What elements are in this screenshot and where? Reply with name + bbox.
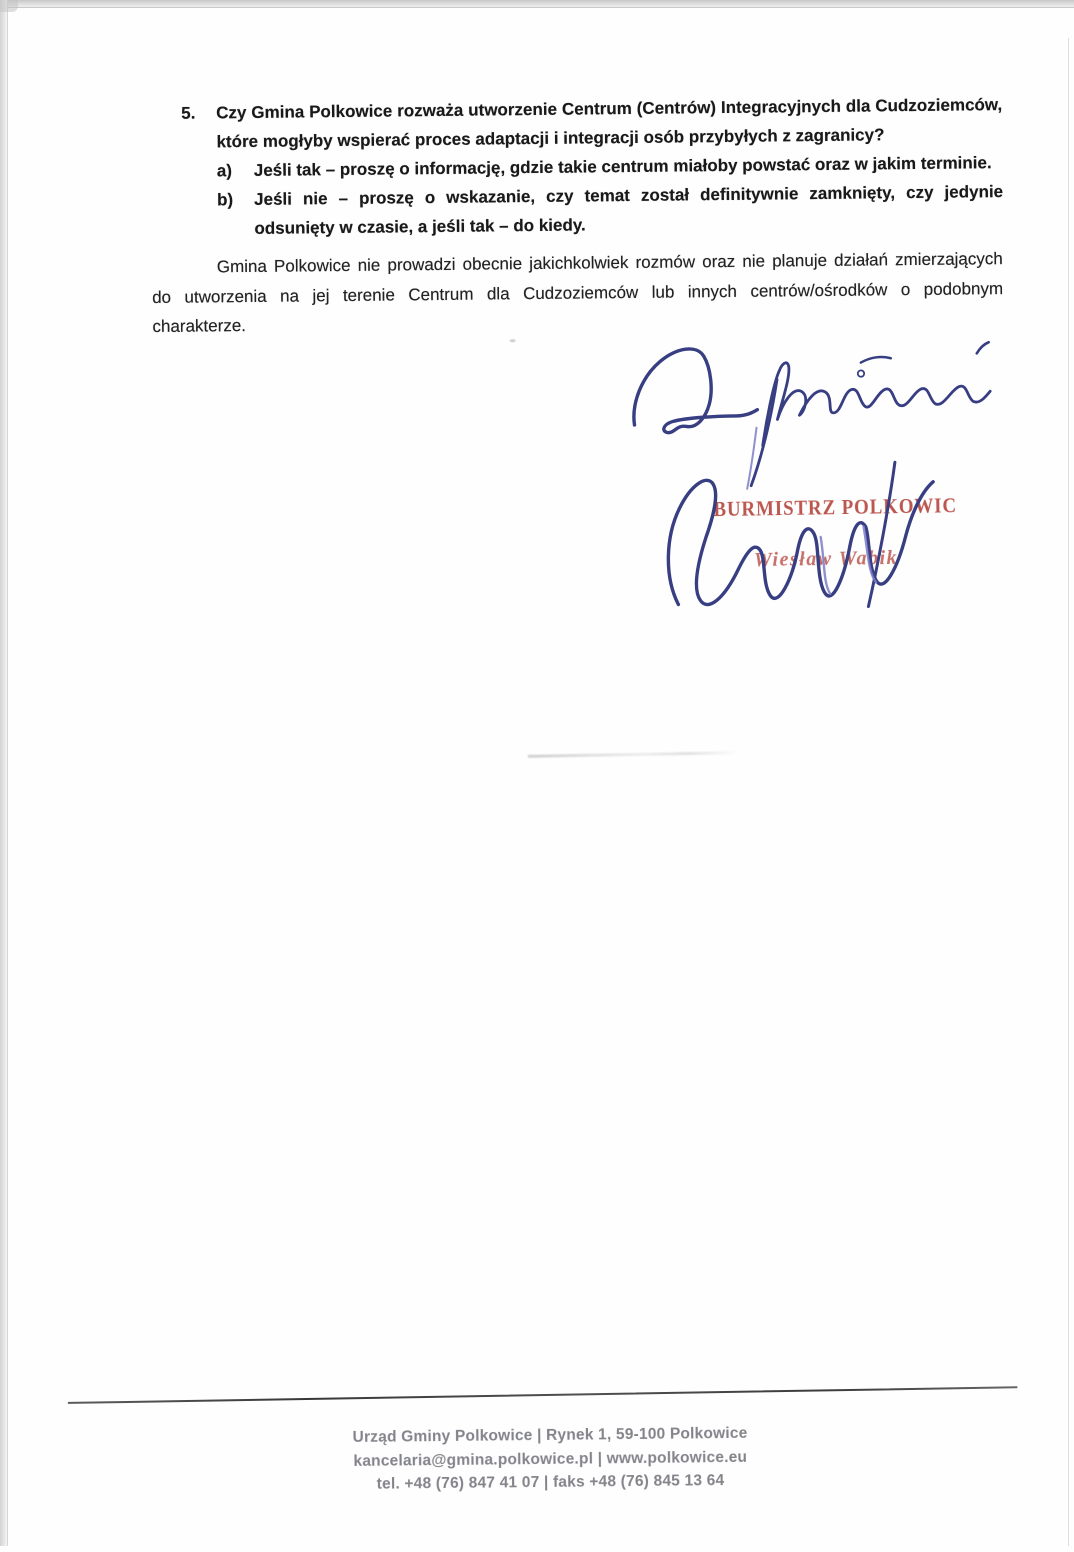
sub-item-b-text: Jeśli nie – proszę o wskazanie, czy temat został definitywnie zamknięty, czy jedynie odsunięty w czasie, a jeśli tak – do kiedy.	[254, 182, 1004, 238]
footer-divider	[68, 1386, 1018, 1404]
signature-scrawl	[667, 462, 934, 609]
scan-edge-corner	[0, 0, 18, 12]
scan-edge-right	[1068, 38, 1069, 1546]
handwritten-signature	[614, 333, 1037, 637]
question-item-5	[181, 90, 1003, 244]
footer-phone-fax: tel. +48 (76) 847 41 07 | faks +48 (76) 845 13 64	[376, 1472, 725, 1493]
scan-edge-top	[0, 0, 1074, 8]
question-text: Czy Gmina Polkowice rozważa utworzenie Centrum (Centrów) Integracyjnych dla Cudzoziemców, które mogłyby wspierać proces adaptacji i integracji osób przybyłych z zagranicy?	[216, 95, 1003, 152]
stamp-title: BURMISTRZ POLKOWIC	[713, 493, 958, 522]
sub-item-a-text: Jeśli tak – proszę o informację, gdzie takie centrum miałoby powstać oraz w jakim terminie.	[253, 153, 992, 180]
sub-item-a-label: a)	[216, 161, 233, 181]
question-number: 5.	[181, 103, 196, 123]
answer-paragraph: Gmina Polkowice nie prowadzi obecnie jakichkolwiek rozmów oraz nie planuje działań zmierzających do utworzenia na jej terenie Centrum dla Cudzoziemców lub innych centrów/ośrodków o podobnym charakterze.	[152, 249, 1004, 337]
question-sub-items	[217, 148, 1004, 243]
scan-edge-left	[0, 0, 8, 1546]
stamp-name: Wiesław Wabik	[753, 546, 899, 572]
footer-address: Urząd Gminy Polkowice | Rynek 1, 59-100 Polkowice	[352, 1424, 748, 1446]
question-sub-item-b	[217, 177, 1004, 243]
closing-script	[633, 342, 991, 490]
footer-email-web: kancelaria@gmina.polkowice.pl | www.polkowice.eu	[353, 1448, 748, 1470]
scan-speck	[510, 339, 516, 342]
scan-smudge	[528, 751, 740, 758]
page-footer	[7, 1418, 1074, 1500]
sub-item-b-label: b)	[217, 190, 234, 210]
